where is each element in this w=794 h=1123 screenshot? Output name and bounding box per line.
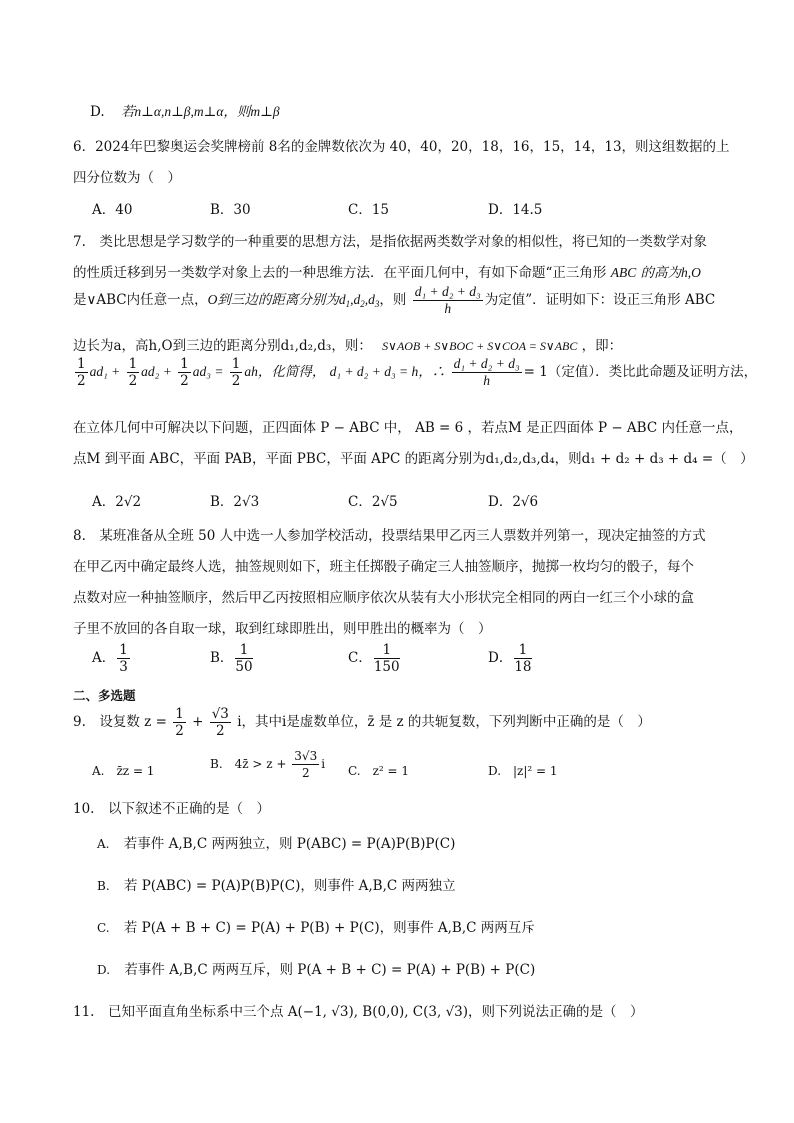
q8-option-a-fraction	[117, 642, 130, 675]
q7-stem-line2	[73, 261, 701, 281]
q9-frac-1-den: 2	[175, 723, 184, 739]
q10-option-c-text: 若 P(A + B + C) = P(A) + P(B) + P(C)，则事件 A,B,C 两两互斥	[123, 920, 535, 936]
q7-line2-b: ABC	[610, 265, 637, 280]
q10-option-c	[97, 916, 535, 936]
q7-line3-frac-num: d₁ + d₂ + d₃	[414, 284, 481, 299]
q7-half-2-den: 2	[128, 373, 138, 389]
q7-line5-a: ad₁ +	[89, 364, 121, 379]
q8-option-d-prefix: D．	[488, 650, 513, 666]
q7-stem-line7: 点M 到平面 ABC，平面 PAB，平面 PBC，平面 APC 的距离分别为d₁,d₂,d₃,d₄，则d₁ + d₂ + d₃ + d₄ =（ ）	[73, 451, 754, 467]
q9-option-d: D. |z|² = 1	[488, 764, 558, 778]
q7-line5-e: d₁ + d₂ + d₃ = h，∴	[329, 364, 446, 379]
q9-frac-1-num: 1	[175, 706, 184, 722]
q7-line4-c: ，即：	[581, 338, 623, 354]
q6-option-a: A．40	[92, 202, 133, 218]
q6-stem-line1: 6．2024年巴黎奥运会奖牌榜前 8名的金牌数依次为 40，40，20，18，16，15，14，13，则这组数据的上	[73, 139, 730, 155]
q9-plus: +	[192, 714, 204, 730]
q9-option-b-num: 3√3	[294, 749, 318, 763]
q7-line2-c: 的高为h,O	[640, 265, 701, 280]
q10-option-c-label: C.	[97, 921, 110, 935]
q8-option-c-fraction	[374, 642, 400, 675]
q7-line5-b: ad₂ +	[141, 364, 172, 379]
q8-option-b	[210, 642, 255, 675]
q7-half-1	[75, 356, 88, 389]
q10-option-a-label: A.	[97, 837, 110, 851]
q8-stem-line3: 点数对应一种抽签顺序，然后甲乙丙按照相应顺序依次从装有大小形状完全相同的两白一红三个小球的盒	[73, 590, 694, 606]
q9-lead: 9. 设复数 z =	[73, 714, 167, 730]
q8-option-c-den: 150	[373, 659, 400, 675]
q6-option-b: B．30	[210, 202, 251, 218]
q7-line5-fraction	[452, 356, 522, 389]
q6-stem-line2: 四分位数为（ ）	[73, 170, 181, 186]
q10-stem: 10. 以下叙述不正确的是（ ）	[73, 801, 270, 817]
q8-stem-line1: 8. 某班准备从全班 50 人中选一人参加学校活动，投票结果甲乙丙三人票数并列第一，现决定抽签的方式	[73, 528, 706, 544]
q5-option-d-text: 若n⊥α,n⊥β,m⊥α，则m⊥β	[120, 104, 280, 119]
q7-option-d: D．2√6	[488, 494, 539, 510]
q8-option-a-num: 1	[119, 642, 128, 658]
q8-option-a-prefix: A．	[92, 650, 116, 666]
q7-line4-b: S∨AOB + S∨BOC + S∨COA = S∨ABC	[382, 339, 578, 353]
q7-line5-f: = 1（定值）．类比此命题及证明方法，	[523, 364, 758, 380]
q8-option-d-num: 1	[514, 642, 531, 659]
q9-frac-2	[210, 706, 231, 739]
q8-option-b-num: 1	[235, 642, 252, 659]
q7-line3-fraction	[413, 284, 483, 317]
q7-line2-a: 的性质迁移到另一类数学对象上去的一种思维方法．在平面几何中，有如下命题“正三角形	[73, 265, 607, 281]
q7-stem-line5	[73, 356, 757, 389]
section-heading-multi-choice: 二、多选题	[73, 688, 136, 703]
q9-stem	[73, 706, 651, 739]
q7-line5-c: ad₃ =	[192, 364, 224, 379]
q7-stem-line6: 在立体几何中可解决以下问题，正四面体 P − ABC 中， AB = 6 ，若点M 是正四面体 P − ABC 内任意一点，	[73, 420, 743, 436]
q7-option-b: B．2√3	[210, 494, 260, 510]
q8-option-d-den: 18	[514, 659, 532, 675]
q6-option-c: C．15	[348, 202, 390, 218]
q9-option-b	[210, 748, 325, 781]
q7-line3-c: ，则	[379, 292, 407, 308]
q10-option-a-text: 若事件 A,B,C 两两独立，则 P(ABC) = P(A)P(B)P(C)	[123, 836, 456, 852]
q7-half-1-den: 2	[77, 373, 86, 389]
q10-option-d-label: D.	[97, 963, 111, 977]
q7-half-2	[127, 356, 140, 389]
q9-frac-2-num: √3	[211, 706, 229, 722]
q9-tail: i，其中i是虚数单位，z̄ 是 z 的共轭复数，下列判断中正确的是（ ）	[237, 714, 651, 730]
q8-option-b-den: 50	[235, 659, 253, 675]
q10-option-d-text: 若事件 A,B,C 两两互斥，则 P(A + B + C) = P(A) + P(B) + P(C)	[124, 962, 536, 978]
q7-line5-d: ah，化简得，	[244, 364, 326, 379]
q8-option-a-den: 3	[119, 659, 128, 675]
q7-line5-frac-num: d₁ + d₂ + d₃	[453, 356, 520, 371]
q7-half-1-num: 1	[77, 356, 86, 372]
q10-option-b-text: 若 P(ABC) = P(A)P(B)P(C)，则事件 A,B,C 两两独立	[123, 878, 456, 894]
q9-option-c: C. z² = 1	[348, 764, 410, 778]
q7-line3-d: 为定值”．证明如下：设正三角形 ABC	[484, 292, 716, 308]
q8-stem-line2: 在甲乙丙中确定最终人选，抽签规则如下，班主任掷骰子确定三人抽签顺序，抛掷一枚均匀的骰子，每个	[73, 559, 694, 575]
q7-half-4	[230, 356, 243, 389]
q9-option-b-post: i	[321, 757, 326, 771]
q7-half-4-den: 2	[231, 373, 241, 389]
q10-option-a	[97, 832, 455, 852]
q7-stem-line3	[73, 284, 715, 317]
q9-frac-2-den: 2	[215, 723, 225, 739]
q7-line3-frac-den: h	[444, 301, 452, 316]
q7-stem-line1: 7. 类比思想是学习数学的一种重要的思想方法，是指依据两类数学对象的相似性，将已知的一类数学对象	[73, 234, 707, 250]
q7-line3-subs: $_1,d_2,d_3$	[345, 292, 380, 309]
q8-option-b-prefix: B．	[210, 650, 234, 666]
q8-option-d-fraction	[514, 642, 531, 675]
q7-half-4-num: 1	[231, 356, 241, 372]
q8-option-c	[348, 642, 402, 675]
q7-option-a: A．2√2	[92, 494, 142, 510]
q8-stem-line4: 子里不放回的各自取一球，取到红球即胜出，则甲胜出的概率为（ ）	[73, 621, 492, 637]
q8-option-b-fraction	[235, 642, 252, 675]
q8-option-c-num: 1	[374, 642, 400, 659]
q6-option-d: D．14.5	[488, 202, 543, 218]
q8-option-a	[92, 642, 132, 675]
q10-option-b-label: B.	[97, 879, 110, 893]
q9-option-a: A. z̄z = 1	[92, 764, 155, 778]
q8-option-d	[488, 642, 534, 675]
q7-option-c: C．2√5	[348, 494, 398, 510]
q7-line3-a: 是∨ABC内任意一点，	[73, 292, 208, 308]
q7-stem-line4	[73, 334, 622, 354]
q10-option-d	[97, 958, 535, 978]
q5-option-d-label: D.	[90, 104, 105, 120]
q7-half-3-num: 1	[180, 356, 189, 372]
q7-line5-frac-den: h	[483, 373, 490, 388]
q7-half-2-num: 1	[128, 356, 138, 372]
q7-half-3	[178, 356, 191, 389]
q9-option-b-den: 2	[301, 766, 310, 780]
q9-option-b-fraction	[292, 748, 319, 781]
q5-option-d	[90, 100, 280, 120]
q10-option-b	[97, 874, 456, 894]
q8-option-c-prefix: C．	[348, 650, 372, 666]
q9-option-b-pre: B. 4z̄ > z +	[210, 757, 287, 771]
q7-line3-b: O到三边的距离分别为d	[207, 292, 346, 307]
q7-half-3-den: 2	[180, 373, 189, 389]
q7-line4-a: 边长为a，高h,O到三边的距离分别d₁,d₂,d₃，则：	[73, 338, 372, 354]
q11-stem: 11. 已知平面直角坐标系中三个点 A(−1, √3), B(0,0), C(3, √3)，则下列说法正确的是（ ）	[73, 1004, 644, 1020]
q9-frac-1	[173, 706, 186, 739]
